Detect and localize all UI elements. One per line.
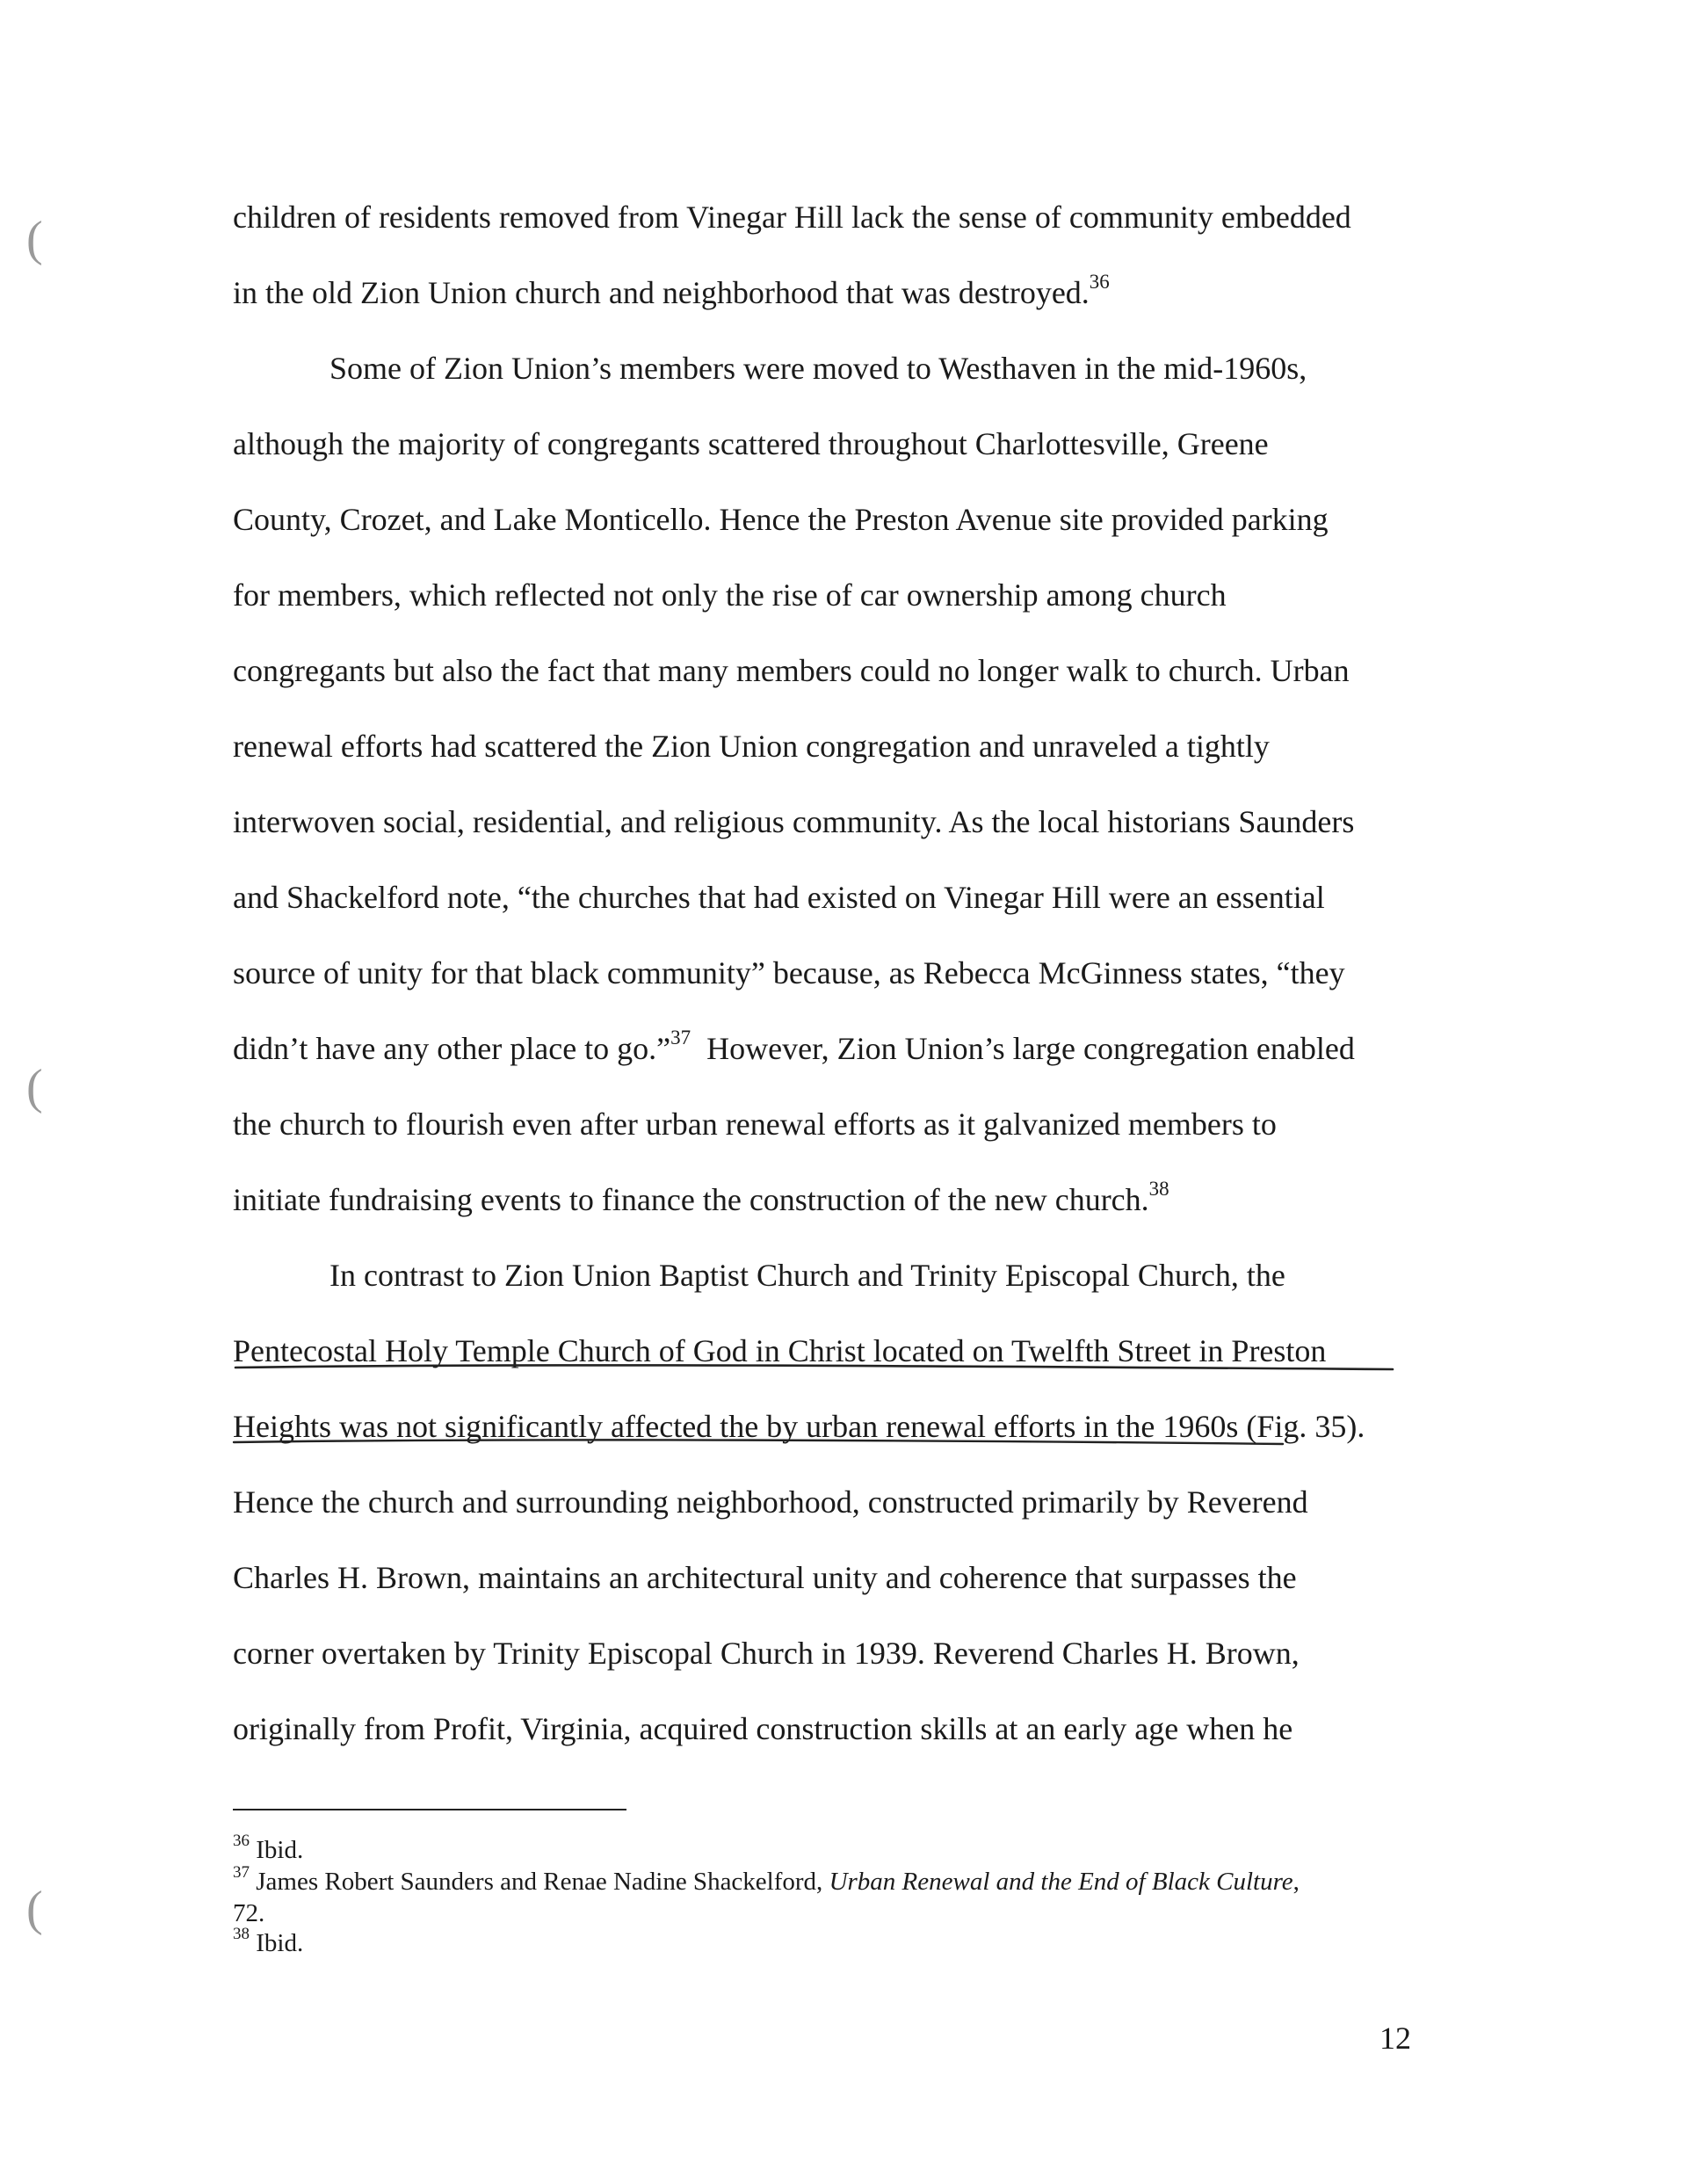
paragraph-start-line: Some of Zion Union’s members were moved to Westhaven in the mid-1960s, bbox=[329, 351, 1307, 386]
footnote-38: $^{38}$ Ibid. bbox=[233, 1925, 304, 1957]
paragraph-start-line: In contrast to Zion Union Baptist Church and Trinity Episcopal Church, the bbox=[329, 1258, 1285, 1293]
footnote-ref[interactable]: 38 bbox=[1148, 1178, 1169, 1200]
body-line: Hence the church and surrounding neighborhood, constructed primarily by Reverend bbox=[233, 1484, 1308, 1520]
footnote-36: $^{36}$ Ibid. bbox=[233, 1832, 304, 1864]
binder-punch-mark: ( bbox=[26, 1882, 43, 1936]
body-line: children of residents removed from Vinegar Hill lack the sense of community embedded bbox=[233, 200, 1351, 235]
body-line: congregants but also the fact that many members could no longer walk to church. Urban bbox=[233, 653, 1350, 688]
body-line: source of unity for that black community” because, as Rebecca McGinness states, “they bbox=[233, 955, 1345, 990]
binder-punch-mark: ( bbox=[26, 212, 43, 266]
binder-punch-mark: ( bbox=[26, 1060, 43, 1114]
underlined-line: Pentecostal Holy Temple Church of God in Christ located on Twelfth Street in Preston bbox=[233, 1333, 1327, 1368]
body-line: Charles H. Brown, maintains an architectural unity and coherence that surpasses the bbox=[233, 1560, 1297, 1595]
footnote-ref[interactable]: 37 bbox=[670, 1027, 691, 1048]
page-number: 12 bbox=[1379, 2021, 1411, 2056]
body-line: corner overtaken by Trinity Episcopal Church in 1939. Reverend Charles H. Brown, bbox=[233, 1636, 1300, 1671]
cited-book-title: Urban Renewal and the End of Black Culture bbox=[829, 1868, 1293, 1896]
body-line: although the majority of congregants scattered throughout Charlottesville, Greene bbox=[233, 426, 1269, 461]
underlined-line: Heights was not significantly affected the by urban renewal efforts in the 1960s (Fig. 35). bbox=[233, 1409, 1365, 1444]
footnote-37: $^{37}$ James Robert Saunders and Renae Nadine Shackelford, Urban Renewal and the End of Black Culture, bbox=[233, 1863, 1300, 1896]
body-line: interwoven social, residential, and religious community. As the local historians Saunders bbox=[233, 804, 1355, 839]
body-line: the church to flourish even after urban renewal efforts as it galvanized members to bbox=[233, 1107, 1277, 1142]
footnote-separator bbox=[233, 1809, 626, 1810]
body-line: County, Crozet, and Lake Monticello. Hence the Preston Avenue site provided parking bbox=[233, 502, 1329, 537]
body-line: in the old Zion Union church and neighborhood that was destroyed.$^{36}$ bbox=[233, 271, 1110, 310]
body-line: initiate fundraising events to finance the construction of the new church.$^{38}$ bbox=[233, 1178, 1169, 1217]
body-line: didn’t have any other place to go.”$^{37}$ However, Zion Union’s large congregation enabled bbox=[233, 1027, 1355, 1066]
body-line: and Shackelford note, “the churches that had existed on Vinegar Hill were an essential bbox=[233, 880, 1325, 915]
body-line: for members, which reflected not only the rise of car ownership among church bbox=[233, 577, 1227, 613]
body-line: renewal efforts had scattered the Zion Union congregation and unraveled a tightly bbox=[233, 729, 1270, 764]
footnote-37-continued: 72. bbox=[233, 1899, 265, 1927]
footnote-ref[interactable]: 36 bbox=[1089, 271, 1110, 293]
body-line: originally from Profit, Virginia, acquired construction skills at an early age when he bbox=[233, 1711, 1293, 1746]
